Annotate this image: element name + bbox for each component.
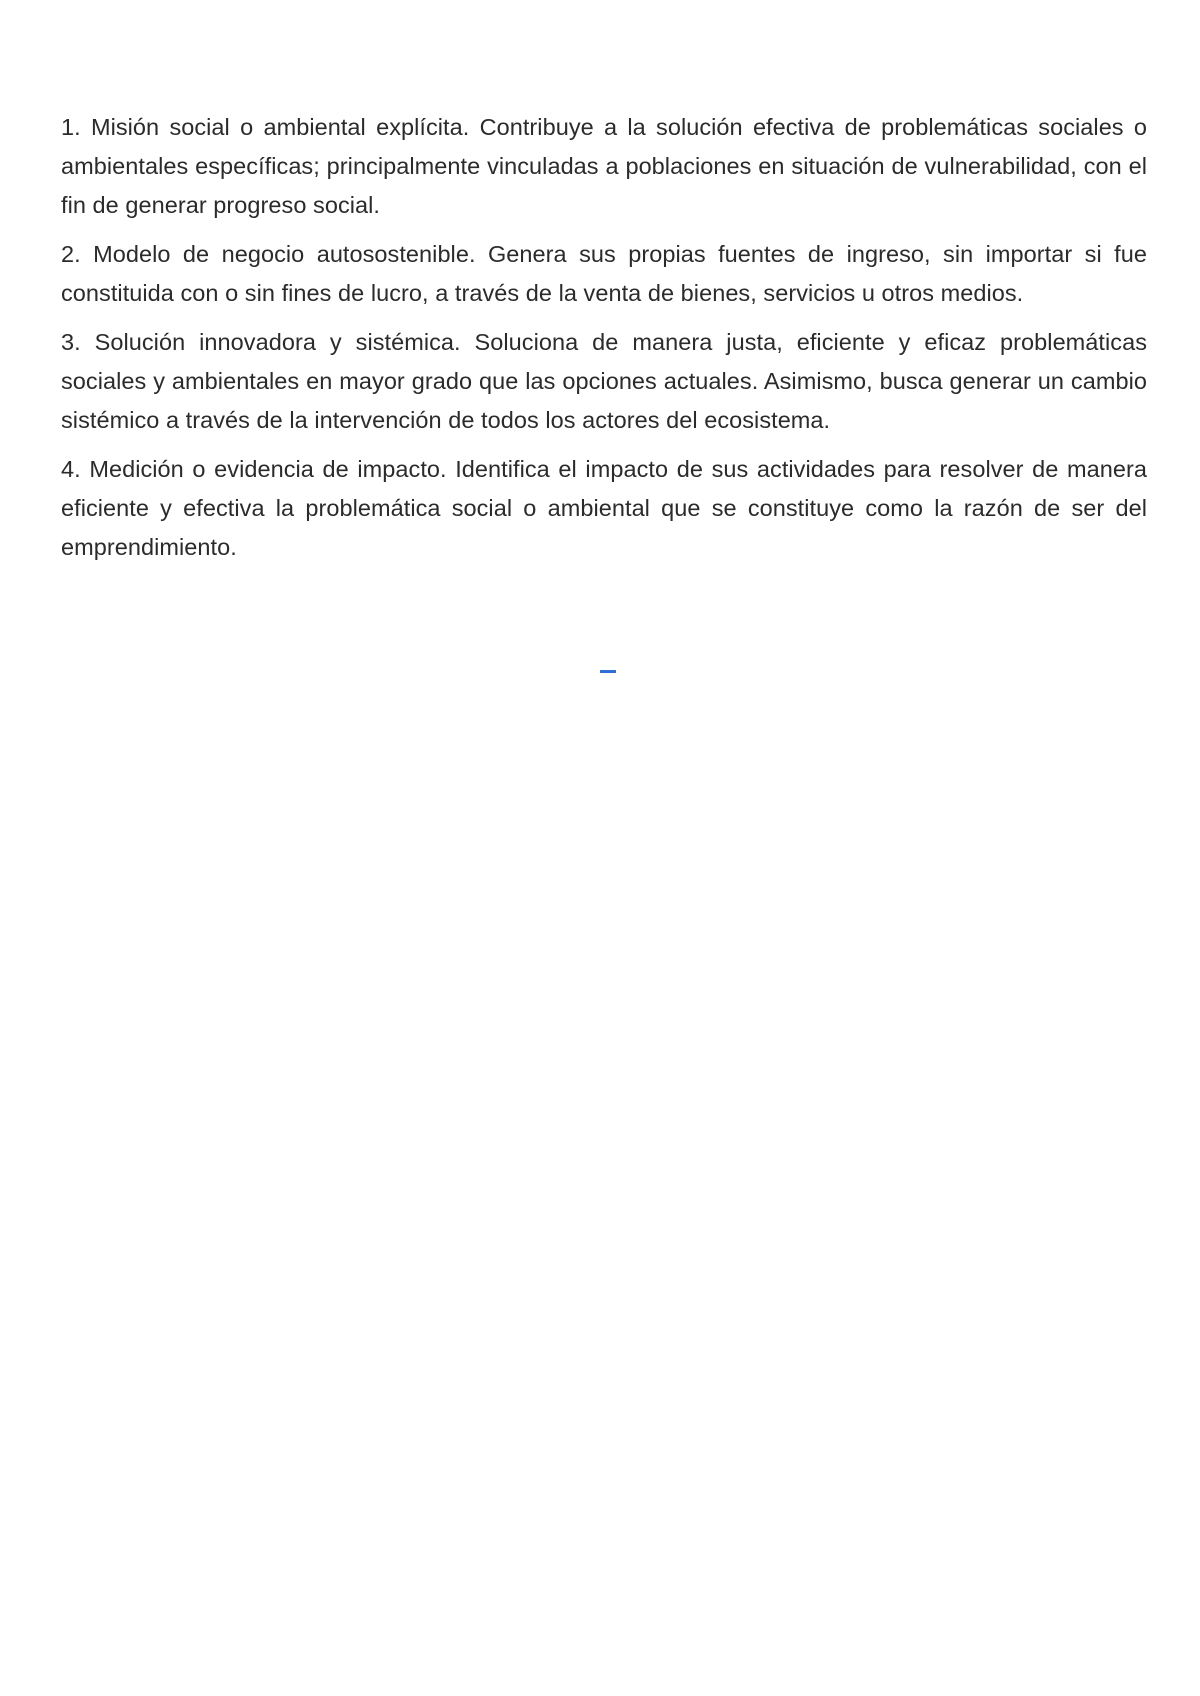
text-cursor-mark: [600, 670, 616, 673]
paragraph-4: 4. Medición o evidencia de impacto. Identifica el impacto de sus actividades para resolver de manera eficiente y efectiva la problemática social o ambiental que se constituye como la razón de ser del emprendimiento.: [61, 456, 1147, 560]
paragraph-3: 3. Solución innovadora y sistémica. Soluciona de manera justa, eficiente y eficaz problemáticas sociales y ambientales en mayor grado que las opciones actuales. Asimismo, busca generar un cambio sistémico a través de la intervención de todos los actores del ecosistema.: [61, 329, 1147, 433]
paragraph-2: 2. Modelo de negocio autosostenible. Genera sus propias fuentes de ingreso, sin importar si fue constituida con o sin fines de lucro, a través de la venta de bienes, servicios u otros medios.: [61, 241, 1147, 306]
paragraph-1: 1. Misión social o ambiental explícita. Contribuye a la solución efectiva de problemáticas sociales o ambientales específicas; principalmente vinculadas a poblaciones en situación de vulnerabilidad, con el fin de generar progreso social.: [61, 114, 1147, 218]
document-body: [61, 108, 1147, 567]
